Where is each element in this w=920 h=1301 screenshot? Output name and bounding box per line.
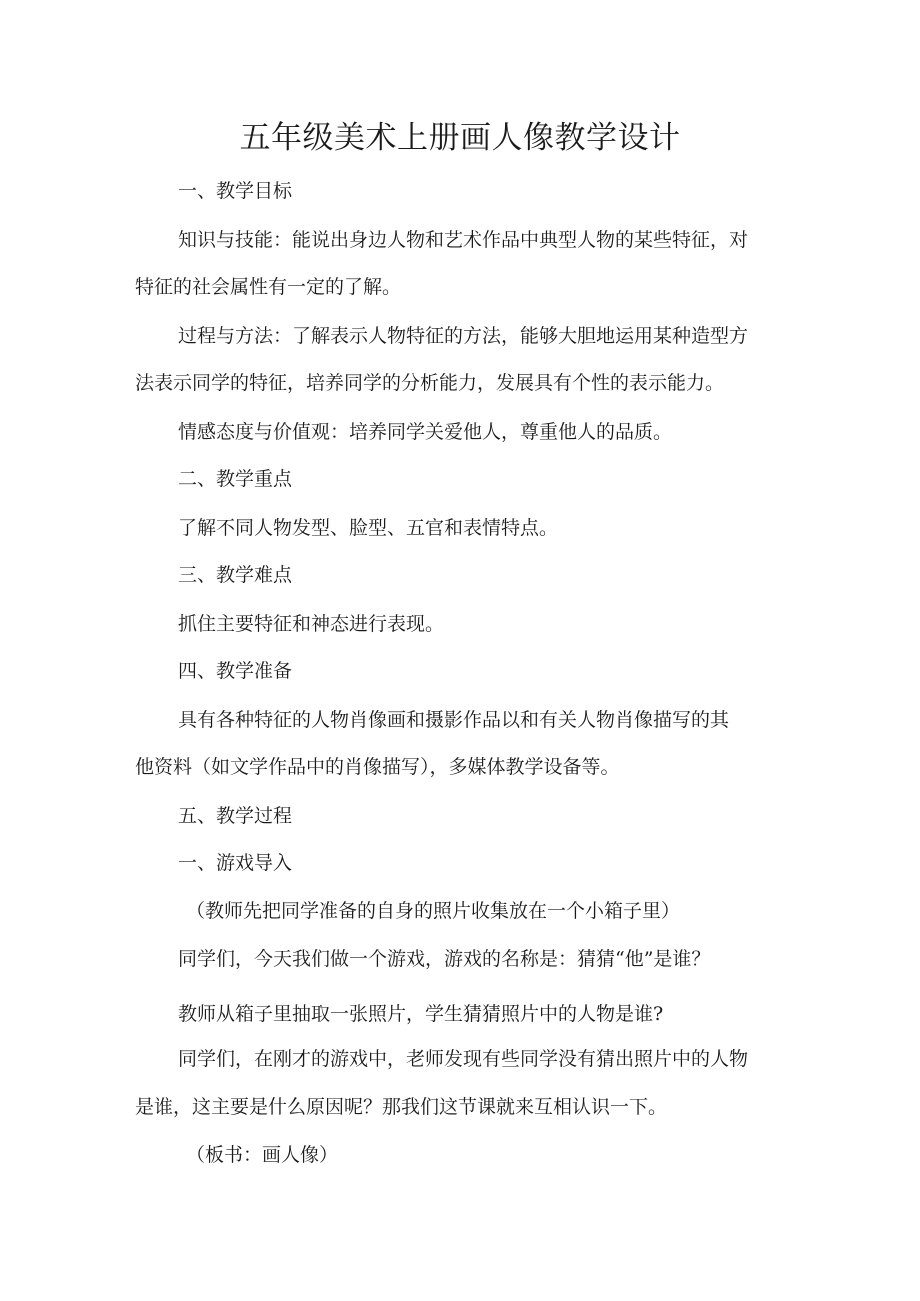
subsection-heading-game: 一、游戏导入	[178, 852, 293, 874]
paragraph-line: 是谁，这主要是什么原因呢？那我们这节课就来互相认识一下。	[135, 1096, 668, 1118]
paragraph-line: 他资料（如文学作品中的肖像描写），多媒体教学设备等。	[135, 756, 620, 778]
paragraph-line: 特征的社会属性有一定的了解。	[135, 276, 402, 298]
paragraph-line: 抓住主要特征和神态进行表现。	[178, 613, 445, 635]
section-heading-difficulties: 三、教学难点	[178, 564, 293, 586]
paragraph-line: 同学们，在刚才的游戏中，老师发现有些同学没有猜出照片中的人物	[178, 1048, 749, 1070]
paragraph-line: 同学们，今天我们做一个游戏，游戏的名称是：猜猜“他”是谁？	[178, 948, 711, 970]
section-heading-process: 五、教学过程	[178, 805, 293, 827]
section-heading-preparation: 四、教学准备	[178, 660, 293, 682]
paragraph-line: 教师从箱子里抽取一张照片，学生猜猜照片中的人物是谁?	[178, 1003, 664, 1025]
section-heading-objectives: 一、教学目标	[178, 180, 293, 202]
paragraph-line: 知识与技能：能说出身边人物和艺术作品中典型人物的某些特征，对	[178, 229, 749, 251]
paragraph-line: 过程与方法：了解表示人物特征的方法，能够大胆地运用某种造型方	[178, 325, 749, 347]
paragraph-line: （教师先把同学准备的自身的照片收集放在一个小箱子里）	[186, 900, 681, 922]
paragraph-line: 了解不同人物发型、脸型、五官和表情特点。	[178, 517, 559, 539]
paragraph-line: 情感态度与价值观：培养同学关爱他人，尊重他人的品质。	[178, 421, 673, 443]
section-heading-key-points: 二、教学重点	[178, 468, 293, 490]
paragraph-line: 法表示同学的特征，培养同学的分析能力，发展具有个性的表示能力。	[135, 372, 725, 394]
paragraph-line: （板书：画人像）	[186, 1144, 339, 1166]
document-title: 五年级美术上册画人像教学设计	[239, 120, 681, 156]
paragraph-line: 具有各种特征的人物肖像画和摄影作品以和有关人物肖像描写的其	[178, 709, 730, 731]
